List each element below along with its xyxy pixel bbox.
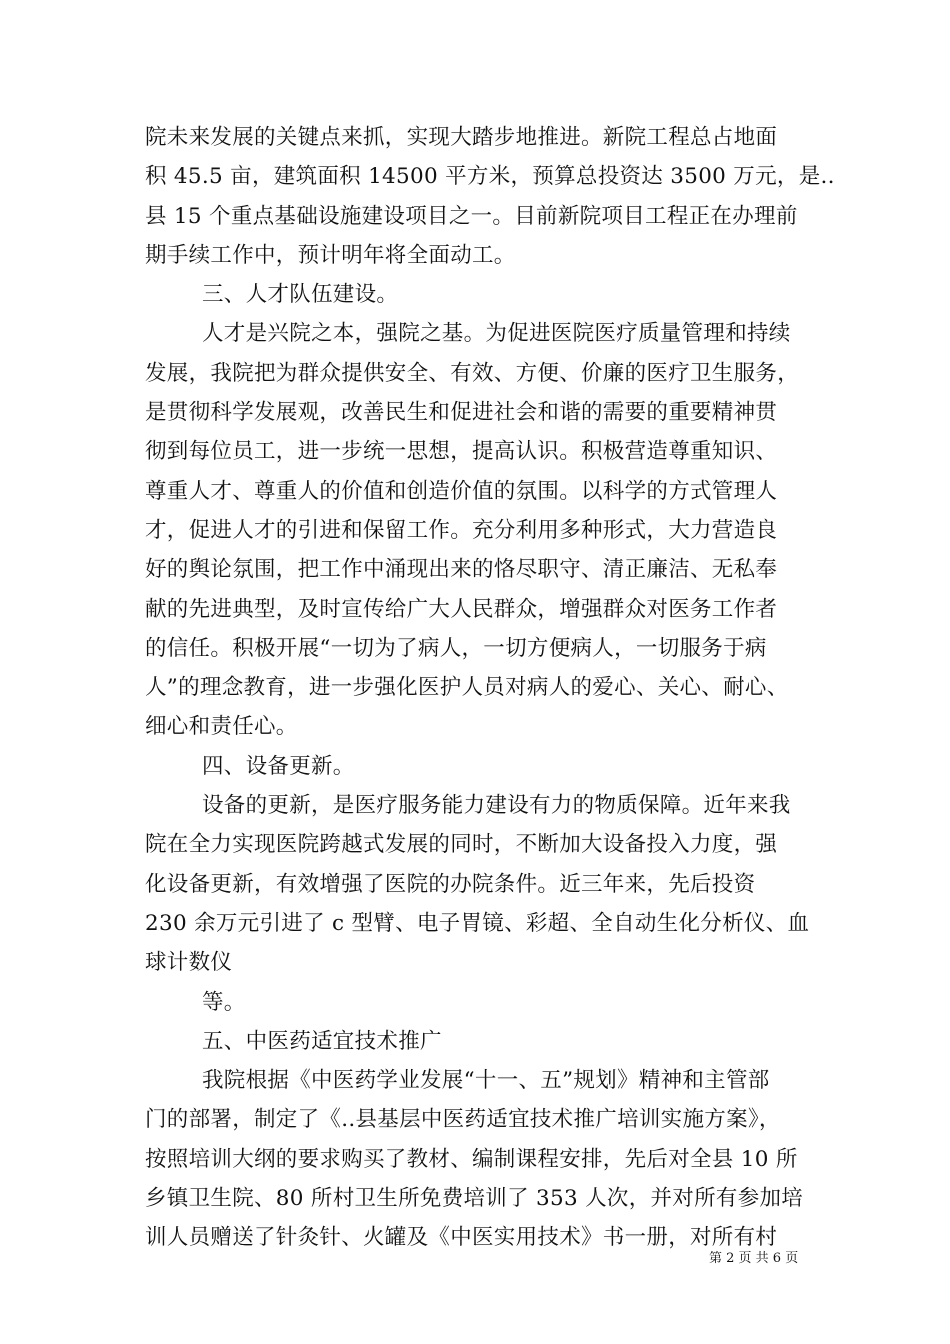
text-line: 彻到每位员工，进一步统一思想，提高认识。积极营造尊重知识、 xyxy=(145,439,778,465)
text-line: 球计数仪 xyxy=(145,950,233,976)
section-heading-tcm: 五、中医药适宜技术推广 xyxy=(202,1028,442,1054)
text-line: 才，促进人才的引进和保留工作。充分利用多种形式，大力营造良 xyxy=(145,517,778,543)
text-line: 县 15 个重点基础设施建设项目之一。目前新院项目工程正在办理前 xyxy=(145,203,798,229)
document-body xyxy=(145,118,835,1258)
text-line: 230 余万元引进了 c 型臂、电子胃镜、彩超、全自动生化分析仪、血 xyxy=(145,910,810,936)
text-line: 积 45.5 亩，建筑面积 14500 平方米，预算总投资达 3500 万元，是.. xyxy=(145,164,835,190)
text-line: 化设备更新，有效增强了医院的办院条件。近三年来，先后投资 xyxy=(145,871,756,897)
section-heading-talent: 三、人才队伍建设。 xyxy=(202,282,399,308)
text-line: 细心和责任心。 xyxy=(145,714,298,740)
text-line: 献的先进典型，及时宣传给广大人民群众，增强群众对医务工作者 xyxy=(145,596,778,622)
section-heading-equipment: 四、设备更新。 xyxy=(202,753,355,779)
text-line: 等。 xyxy=(202,989,246,1015)
text-line: 期手续工作中，预计明年将全面动工。 xyxy=(145,242,516,268)
text-line: 人才是兴院之本，强院之基。为促进医院医疗质量管理和持续 xyxy=(202,321,791,347)
text-line: 门的部署，制定了《..县基层中医药适宜技术推广培训实施方案》， xyxy=(145,1107,781,1133)
text-line: 设备的更新，是医疗服务能力建设有力的物质保障。近年来我 xyxy=(202,793,791,819)
text-line: 训人员赠送了针灸针、火罐及《中医实用技术》书一册，对所有村 xyxy=(145,1225,778,1251)
page-number: 第 2 页 共 6 页 xyxy=(709,1251,799,1266)
text-line: 的信任。积极开展“一切为了病人，一切方便病人，一切服务于病 xyxy=(145,635,767,661)
text-line: 按照培训大纲的要求购买了教材、编制课程安排，先后对全县 10 所 xyxy=(145,1146,798,1172)
text-line: 好的舆论氛围，把工作中涌现出来的恪尽职守、清正廉洁、无私奉 xyxy=(145,557,778,583)
text-line: 院未来发展的关键点来抓，实现大踏步地推进。新院工程总占地面 xyxy=(145,125,778,150)
text-line: 乡镇卫生院、80 所村卫生所免费培训了 353 人次，并对所有参加培 xyxy=(145,1186,804,1212)
text-line: 是贯彻科学发展观，改善民生和促进社会和谐的需要的重要精神贯 xyxy=(145,400,778,426)
text-line: 院在全力实现医院跨越式发展的同时，不断加大设备投入力度，强 xyxy=(145,832,778,858)
text-line: 发展，我院把为群众提供安全、有效、方便、价廉的医疗卫生服务， xyxy=(145,360,800,386)
text-line: 尊重人才、尊重人的价值和创造价值的氛围。以科学的方式管理人 xyxy=(145,478,778,504)
text-line: 人”的理念教育，进一步强化医护人员对病人的爱心、关心、耐心、 xyxy=(145,675,789,701)
text-line: 我院根据《中医药学业发展“十一、五”规划》精神和主管部 xyxy=(202,1068,770,1094)
